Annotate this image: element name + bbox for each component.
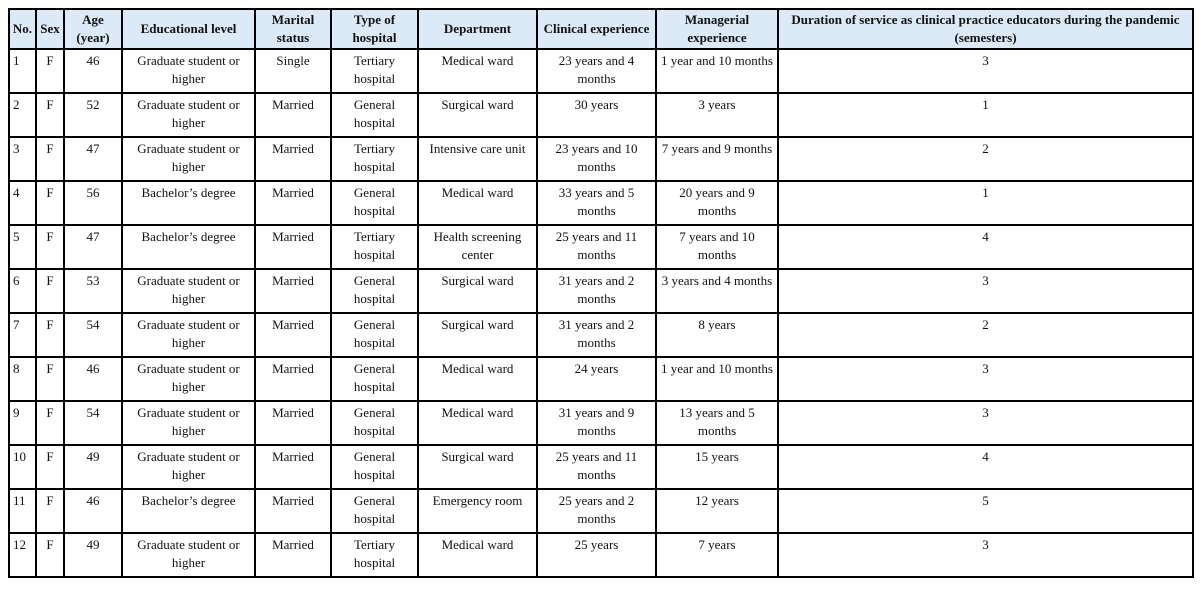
cell-sex: F bbox=[36, 445, 64, 489]
cell-managerial-experience: 15 years bbox=[656, 445, 778, 489]
cell-marital-status: Married bbox=[255, 401, 331, 445]
header-no: No. bbox=[9, 9, 36, 49]
cell-department: Medical ward bbox=[418, 49, 537, 93]
cell-marital-status: Married bbox=[255, 181, 331, 225]
cell-educational-level: Graduate student or higher bbox=[122, 533, 255, 577]
cell-type-of-hospital: General hospital bbox=[331, 313, 418, 357]
cell-marital-status: Single bbox=[255, 49, 331, 93]
cell-duration-of-service: 4 bbox=[778, 225, 1193, 269]
table-row bbox=[9, 313, 1193, 357]
participant-characteristics-table bbox=[8, 8, 1194, 578]
table-row bbox=[9, 225, 1193, 269]
cell-clinical-experience: 23 years and 4 months bbox=[537, 49, 656, 93]
table-row bbox=[9, 533, 1193, 577]
cell-no: 12 bbox=[9, 533, 36, 577]
cell-educational-level: Graduate student or higher bbox=[122, 445, 255, 489]
cell-duration-of-service: 3 bbox=[778, 269, 1193, 313]
cell-sex: F bbox=[36, 181, 64, 225]
cell-marital-status: Married bbox=[255, 357, 331, 401]
cell-marital-status: Married bbox=[255, 137, 331, 181]
cell-duration-of-service: 3 bbox=[778, 357, 1193, 401]
header-type-of-hospital: Type of hospital bbox=[331, 9, 418, 49]
table-row bbox=[9, 357, 1193, 401]
cell-managerial-experience: 1 year and 10 months bbox=[656, 49, 778, 93]
cell-type-of-hospital: General hospital bbox=[331, 269, 418, 313]
cell-department: Surgical ward bbox=[418, 269, 537, 313]
cell-managerial-experience: 1 year and 10 months bbox=[656, 357, 778, 401]
cell-sex: F bbox=[36, 401, 64, 445]
cell-department: Medical ward bbox=[418, 533, 537, 577]
cell-type-of-hospital: General hospital bbox=[331, 181, 418, 225]
cell-educational-level: Graduate student or higher bbox=[122, 401, 255, 445]
table-row bbox=[9, 489, 1193, 533]
cell-marital-status: Married bbox=[255, 225, 331, 269]
cell-type-of-hospital: Tertiary hospital bbox=[331, 49, 418, 93]
cell-clinical-experience: 25 years bbox=[537, 533, 656, 577]
cell-managerial-experience: 12 years bbox=[656, 489, 778, 533]
cell-no: 10 bbox=[9, 445, 36, 489]
cell-managerial-experience: 8 years bbox=[656, 313, 778, 357]
cell-sex: F bbox=[36, 269, 64, 313]
cell-educational-level: Graduate student or higher bbox=[122, 93, 255, 137]
cell-type-of-hospital: Tertiary hospital bbox=[331, 225, 418, 269]
cell-department: Health screening center bbox=[418, 225, 537, 269]
cell-no: 5 bbox=[9, 225, 36, 269]
cell-managerial-experience: 7 years and 10 months bbox=[656, 225, 778, 269]
table-row bbox=[9, 93, 1193, 137]
cell-managerial-experience: 3 years bbox=[656, 93, 778, 137]
cell-educational-level: Graduate student or higher bbox=[122, 313, 255, 357]
cell-type-of-hospital: Tertiary hospital bbox=[331, 533, 418, 577]
cell-educational-level: Bachelor’s degree bbox=[122, 225, 255, 269]
header-marital-status: Marital status bbox=[255, 9, 331, 49]
table-header bbox=[9, 9, 1193, 49]
cell-clinical-experience: 33 years and 5 months bbox=[537, 181, 656, 225]
cell-age: 47 bbox=[64, 137, 122, 181]
cell-department: Surgical ward bbox=[418, 93, 537, 137]
cell-clinical-experience: 23 years and 10 months bbox=[537, 137, 656, 181]
cell-department: Intensive care unit bbox=[418, 137, 537, 181]
cell-sex: F bbox=[36, 49, 64, 93]
cell-age: 47 bbox=[64, 225, 122, 269]
cell-marital-status: Married bbox=[255, 313, 331, 357]
cell-no: 1 bbox=[9, 49, 36, 93]
cell-duration-of-service: 4 bbox=[778, 445, 1193, 489]
cell-educational-level: Graduate student or higher bbox=[122, 49, 255, 93]
cell-educational-level: Bachelor’s degree bbox=[122, 489, 255, 533]
header-sex: Sex bbox=[36, 9, 64, 49]
cell-clinical-experience: 31 years and 2 months bbox=[537, 313, 656, 357]
cell-type-of-hospital: General hospital bbox=[331, 445, 418, 489]
cell-department: Medical ward bbox=[418, 357, 537, 401]
cell-educational-level: Graduate student or higher bbox=[122, 269, 255, 313]
cell-sex: F bbox=[36, 225, 64, 269]
cell-educational-level: Graduate student or higher bbox=[122, 137, 255, 181]
cell-clinical-experience: 25 years and 11 months bbox=[537, 445, 656, 489]
header-educational-level: Educational level bbox=[122, 9, 255, 49]
cell-sex: F bbox=[36, 93, 64, 137]
cell-type-of-hospital: Tertiary hospital bbox=[331, 137, 418, 181]
cell-no: 2 bbox=[9, 93, 36, 137]
cell-duration-of-service: 3 bbox=[778, 533, 1193, 577]
cell-type-of-hospital: General hospital bbox=[331, 401, 418, 445]
cell-managerial-experience: 7 years bbox=[656, 533, 778, 577]
cell-department: Medical ward bbox=[418, 401, 537, 445]
cell-age: 56 bbox=[64, 181, 122, 225]
header-clinical-experience: Clinical experience bbox=[537, 9, 656, 49]
header-row bbox=[9, 9, 1193, 49]
cell-no: 7 bbox=[9, 313, 36, 357]
table-body bbox=[9, 49, 1193, 577]
table-row bbox=[9, 181, 1193, 225]
cell-no: 11 bbox=[9, 489, 36, 533]
cell-educational-level: Graduate student or higher bbox=[122, 357, 255, 401]
cell-duration-of-service: 1 bbox=[778, 181, 1193, 225]
cell-department: Medical ward bbox=[418, 181, 537, 225]
cell-age: 54 bbox=[64, 401, 122, 445]
cell-managerial-experience: 7 years and 9 months bbox=[656, 137, 778, 181]
cell-no: 8 bbox=[9, 357, 36, 401]
cell-type-of-hospital: General hospital bbox=[331, 93, 418, 137]
cell-age: 49 bbox=[64, 533, 122, 577]
cell-clinical-experience: 24 years bbox=[537, 357, 656, 401]
cell-department: Surgical ward bbox=[418, 445, 537, 489]
cell-managerial-experience: 3 years and 4 months bbox=[656, 269, 778, 313]
cell-duration-of-service: 5 bbox=[778, 489, 1193, 533]
cell-age: 52 bbox=[64, 93, 122, 137]
cell-sex: F bbox=[36, 489, 64, 533]
cell-sex: F bbox=[36, 357, 64, 401]
cell-duration-of-service: 2 bbox=[778, 137, 1193, 181]
cell-no: 6 bbox=[9, 269, 36, 313]
cell-no: 3 bbox=[9, 137, 36, 181]
header-duration-of-service: Duration of service as clinical practice educators during the pandemic (semesters) bbox=[778, 9, 1193, 49]
cell-age: 46 bbox=[64, 357, 122, 401]
cell-duration-of-service: 1 bbox=[778, 93, 1193, 137]
cell-type-of-hospital: General hospital bbox=[331, 357, 418, 401]
cell-duration-of-service: 3 bbox=[778, 401, 1193, 445]
cell-marital-status: Married bbox=[255, 445, 331, 489]
cell-age: 46 bbox=[64, 489, 122, 533]
table-row bbox=[9, 445, 1193, 489]
cell-clinical-experience: 31 years and 2 months bbox=[537, 269, 656, 313]
cell-marital-status: Married bbox=[255, 489, 331, 533]
cell-marital-status: Married bbox=[255, 93, 331, 137]
cell-type-of-hospital: General hospital bbox=[331, 489, 418, 533]
cell-clinical-experience: 31 years and 9 months bbox=[537, 401, 656, 445]
table-row bbox=[9, 137, 1193, 181]
cell-managerial-experience: 13 years and 5 months bbox=[656, 401, 778, 445]
cell-educational-level: Bachelor’s degree bbox=[122, 181, 255, 225]
header-age: Age (year) bbox=[64, 9, 122, 49]
cell-no: 4 bbox=[9, 181, 36, 225]
cell-clinical-experience: 30 years bbox=[537, 93, 656, 137]
header-managerial-experience: Managerial experience bbox=[656, 9, 778, 49]
cell-department: Emergency room bbox=[418, 489, 537, 533]
cell-clinical-experience: 25 years and 2 months bbox=[537, 489, 656, 533]
cell-managerial-experience: 20 years and 9 months bbox=[656, 181, 778, 225]
cell-sex: F bbox=[36, 533, 64, 577]
cell-department: Surgical ward bbox=[418, 313, 537, 357]
cell-sex: F bbox=[36, 313, 64, 357]
cell-duration-of-service: 3 bbox=[778, 49, 1193, 93]
cell-sex: F bbox=[36, 137, 64, 181]
table-row bbox=[9, 269, 1193, 313]
cell-age: 53 bbox=[64, 269, 122, 313]
cell-marital-status: Married bbox=[255, 269, 331, 313]
table-container bbox=[8, 8, 1194, 578]
table-row bbox=[9, 49, 1193, 93]
cell-no: 9 bbox=[9, 401, 36, 445]
header-department: Department bbox=[418, 9, 537, 49]
cell-age: 49 bbox=[64, 445, 122, 489]
cell-age: 46 bbox=[64, 49, 122, 93]
cell-age: 54 bbox=[64, 313, 122, 357]
cell-duration-of-service: 2 bbox=[778, 313, 1193, 357]
cell-marital-status: Married bbox=[255, 533, 331, 577]
cell-clinical-experience: 25 years and 11 months bbox=[537, 225, 656, 269]
table-row bbox=[9, 401, 1193, 445]
